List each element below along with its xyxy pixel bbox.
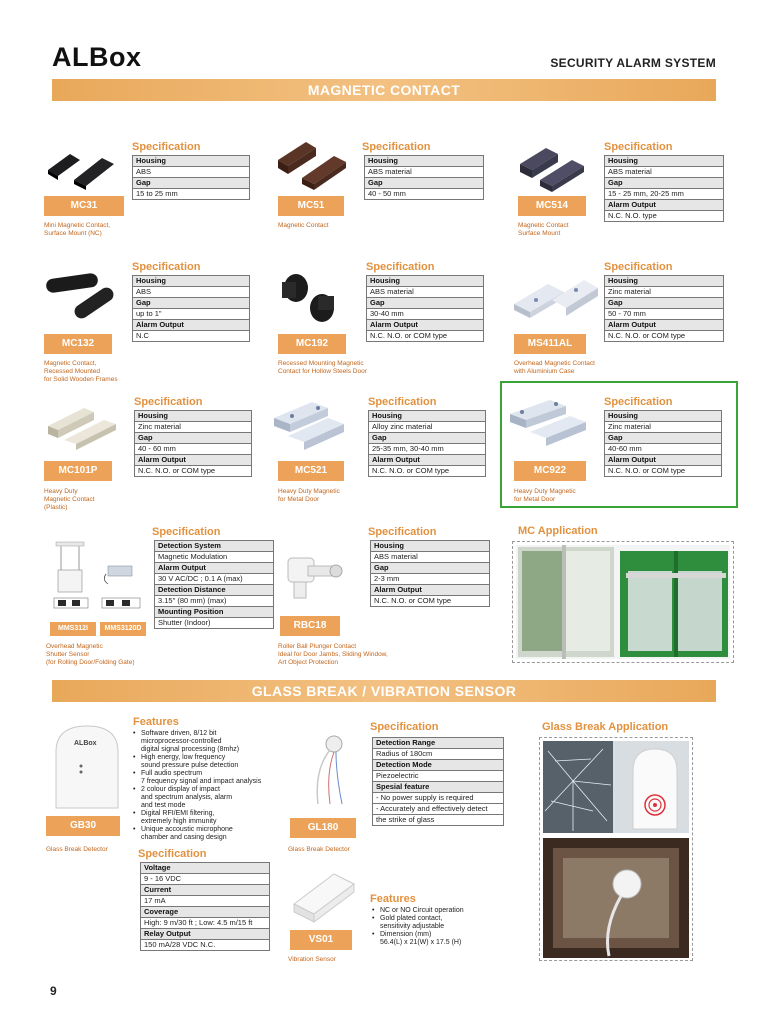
spec-value: ABS material (365, 167, 484, 178)
gb30-features-list (133, 730, 283, 842)
mc922-spec-table (604, 410, 722, 477)
spec-value: - No power supply is required (373, 793, 504, 804)
spec-label: Alarm Output (135, 455, 252, 466)
spec-value: N.C (133, 331, 250, 342)
banner-magnetic-contact: MAGNETIC CONTACT (52, 79, 716, 101)
spec-label: Gap (365, 178, 484, 189)
mc514-photo (518, 130, 598, 192)
spec-label: Housing (135, 411, 252, 422)
spec-label: Alarm Output (155, 563, 274, 574)
spec-label: Gap (605, 178, 724, 189)
spec-label: Housing (371, 541, 490, 552)
mc514-spec-title: Specification (604, 141, 673, 153)
mc132-spec-title: Specification (132, 261, 201, 273)
mc521-spec-title: Specification (368, 396, 437, 408)
spec-value: Zinc material (135, 422, 252, 433)
mc51-tag: MC51 (278, 196, 344, 216)
banner-glass-break: GLASS BREAK / VIBRATION SENSOR (52, 680, 716, 702)
gb30-device-label: ALBox (74, 740, 97, 747)
mms3120d-tag: MMS3120D (100, 622, 146, 636)
spec-value: 30-40 mm (367, 309, 484, 320)
spec-label: Alarm Output (369, 455, 486, 466)
gb30-feature: • High energy, low frequency sound pressure pulse detection (133, 754, 283, 770)
gl180-caption: Glass Break Detector (288, 846, 350, 853)
mc132-caption: Magnetic Contact, Recessed Mounted for Solid Wooden Frames (44, 360, 118, 383)
gb30-feature: • Unique accoustic microphone chamber and casing design (133, 826, 283, 842)
mc51-caption: Magnetic Contact (278, 222, 329, 229)
spec-value: Zinc material (605, 287, 724, 298)
spec-label: Housing (369, 411, 486, 422)
gb30-tag: GB30 (46, 816, 120, 836)
gb30-features-title: Features (133, 716, 179, 728)
rbc18-spec-title: Specification (368, 526, 437, 538)
mc-application-photo (516, 545, 730, 659)
ms411al-tag: MS411AL (514, 334, 586, 354)
mc192-caption: Recessed Mounting Magnetic Contact for Hollow Steels Door (278, 360, 367, 375)
glass-application-photo-1 (543, 741, 689, 833)
spec-value: N.C. N.O. type (605, 211, 724, 222)
spec-label: Current (141, 885, 270, 896)
gl180-photo (296, 734, 356, 806)
rbc18-tag: RBC18 (280, 616, 340, 636)
mc192-photo (278, 266, 348, 328)
spec-label: Housing (605, 276, 724, 287)
vs01-features-list (372, 907, 502, 947)
mc31-spec-table (132, 155, 250, 200)
gb30-feature: • Digital RFI/EMI filtering, extremely high immunity (133, 810, 283, 826)
spec-label: Mounting Position (155, 607, 274, 618)
spec-label: Gap (133, 178, 250, 189)
spec-label: Gap (367, 298, 484, 309)
spec-label: Coverage (141, 907, 270, 918)
mc51-photo (276, 126, 356, 192)
spec-label: Housing (133, 276, 250, 287)
mc-application-title: MC Application (518, 525, 598, 537)
mc31-caption: Mini Magnetic Contact, Surface Mount (NC) (44, 222, 111, 237)
spec-label: Detection Range (373, 738, 504, 749)
mms-photo (50, 540, 146, 620)
spec-value: 40 - 60 mm (135, 444, 252, 455)
spec-value: N.C. N.O. or COM type (371, 596, 490, 607)
vs01-feature: • NC or NO Circuit operation (372, 907, 502, 915)
mms-spec-table (154, 540, 274, 629)
mms-spec-title: Specification (152, 526, 221, 538)
mc101p-caption: Heavy Duty Magnetic Contact (Plastic) (44, 488, 95, 511)
spec-label: Alarm Output (605, 200, 724, 211)
spec-value: 40 - 50 mm (365, 189, 484, 200)
spec-label: Gap (605, 433, 722, 444)
mc51-spec-title: Specification (362, 141, 431, 153)
spec-label: Housing (133, 156, 250, 167)
mc521-photo (272, 396, 360, 452)
vs01-feature: • Gold plated contact, sensitivity adjustable (372, 915, 502, 931)
mc101p-tag: MC101P (44, 461, 112, 481)
spec-label: Alarm Output (371, 585, 490, 596)
spec-value: 40-60 mm (605, 444, 722, 455)
logo: ALBox (52, 42, 142, 72)
mc521-tag: MC521 (278, 461, 344, 481)
mms-caption: Overhead Magnetic Shutter Sensor (for Rolling Door/Folding Gate) (46, 643, 135, 666)
spec-value: 25-35 mm, 30-40 mm (369, 444, 486, 455)
spec-label: Housing (605, 156, 724, 167)
gb30-feature: • Full audio spectrum 7 frequency signal and impact analysis (133, 770, 283, 786)
rbc18-spec-table (370, 540, 490, 607)
ms411al-caption: Overhead Magnetic Contact with Aluminium Case (514, 360, 595, 375)
spec-value: ABS (133, 167, 250, 178)
vs01-tag: VS01 (290, 930, 352, 950)
spec-value: ABS (133, 287, 250, 298)
mc132-tag: MC132 (44, 334, 112, 354)
gl180-tag: GL180 (290, 818, 356, 838)
gl180-spec-title: Specification (370, 721, 439, 733)
rbc18-caption: Roller Ball Plunger Contact Ideal for Door Jambs, Sliding Window, Art Object Protection (278, 643, 388, 666)
spec-label: Alarm Output (367, 320, 484, 331)
spec-label: Gap (371, 563, 490, 574)
vs01-caption: Vibration Sensor (288, 956, 336, 963)
gl180-spec-table (372, 737, 504, 826)
spec-label: Housing (365, 156, 484, 167)
spec-value: N.C. N.O. or COM type (605, 331, 724, 342)
spec-value: 150 mA/28 VDC N.C. (141, 940, 270, 951)
spec-value: the strike of glass (373, 815, 504, 826)
spec-label: Housing (367, 276, 484, 287)
mc192-spec-table (366, 275, 484, 342)
mc514-tag: MC514 (518, 196, 586, 216)
spec-label: Detection Distance (155, 585, 274, 596)
spec-value: N.C. N.O. or COM type (369, 466, 486, 477)
spec-label: Alarm Output (133, 320, 250, 331)
spec-label: Gap (369, 433, 486, 444)
mms312i-tag: MMS312I (50, 622, 96, 636)
spec-value: Radius of 180cm (373, 749, 504, 760)
vs01-feature: • Dimension (mm) 56.4(L) x 21(W) x 17.5 (H) (372, 931, 502, 947)
spec-value: N.C. N.O. or COM type (605, 466, 722, 477)
page-subtitle: SECURITY ALARM SYSTEM (550, 56, 716, 70)
vs01-features-title: Features (370, 893, 416, 905)
spec-value: 15 to 25 mm (133, 189, 250, 200)
mc31-tag: MC31 (44, 196, 124, 216)
spec-value: ABS material (367, 287, 484, 298)
gb30-feature: • 2 colour display of impact and spectrum analysis, alarm and test mode (133, 786, 283, 810)
mc51-spec-table (364, 155, 484, 200)
spec-value: N.C. N.O. or COM type (135, 466, 252, 477)
mc31-photo (44, 130, 124, 192)
spec-label: Alarm Output (605, 320, 724, 331)
spec-value: 3.15" (80 mm) (max) (155, 596, 274, 607)
spec-value: 9 - 16 VDC (141, 874, 270, 885)
spec-label: Gap (133, 298, 250, 309)
spec-value: Magnetic Modulation (155, 552, 274, 563)
spec-value: Piezoelectric (373, 771, 504, 782)
spec-value: up to 1" (133, 309, 250, 320)
vs01-photo (290, 868, 360, 928)
spec-value: 17 mA (141, 896, 270, 907)
gb30-spec-table (140, 862, 270, 951)
ms411al-spec-table (604, 275, 724, 342)
spec-value: Zinc material (605, 422, 722, 433)
mc521-caption: Heavy Duty Magnetic for Metal Door (278, 488, 340, 503)
page-number: 9 (50, 984, 57, 998)
gb30-photo (48, 722, 126, 812)
mc922-spec-title: Specification (604, 396, 673, 408)
spec-label: Voltage (141, 863, 270, 874)
spec-value: 2-3 mm (371, 574, 490, 585)
spec-value: 15 - 25 mm, 20-25 mm (605, 189, 724, 200)
mc514-spec-table (604, 155, 724, 222)
spec-value: ABS material (371, 552, 490, 563)
spec-value: 50 - 70 mm (605, 309, 724, 320)
spec-value: ABS material (605, 167, 724, 178)
mc521-spec-table (368, 410, 486, 477)
mc192-tag: MC192 (278, 334, 346, 354)
gb30-feature: • Software driven, 8/12 bit microprocessor-controlled digital signal processing (8mhz) (133, 730, 283, 754)
spec-label: Relay Output (141, 929, 270, 940)
mc132-photo (44, 266, 124, 322)
spec-label: Gap (135, 433, 252, 444)
ms411al-photo (512, 270, 600, 330)
spec-label: Alarm Output (605, 455, 722, 466)
mc31-spec-title: Specification (132, 141, 201, 153)
spec-value: - Accurately and effectively detect (373, 804, 504, 815)
mc514-caption: Magnetic Contact Surface Mount (518, 222, 569, 237)
mc132-spec-table (132, 275, 250, 342)
gb30-caption: Glass Break Detector (46, 846, 108, 853)
ms411al-spec-title: Specification (604, 261, 673, 273)
mc101p-spec-title: Specification (134, 396, 203, 408)
spec-label: Detection Mode (373, 760, 504, 771)
glass-application-photo-2 (543, 838, 689, 958)
spec-value: High: 9 m/30 ft ; Low: 4.5 m/15 ft (141, 918, 270, 929)
spec-label: Housing (605, 411, 722, 422)
spec-label: Gap (605, 298, 724, 309)
mc922-caption: Heavy Duty Magnetic for Metal Door (514, 488, 576, 503)
mc922-tag: MC922 (514, 461, 586, 481)
rbc18-photo (280, 550, 346, 608)
spec-value: Alloy zinc material (369, 422, 486, 433)
spec-value: N.C. N.O. or COM type (367, 331, 484, 342)
spec-value: Shutter (Indoor) (155, 618, 274, 629)
mc922-photo (508, 394, 598, 446)
mc101p-photo (44, 400, 124, 450)
glass-application-title: Glass Break Application (542, 721, 669, 733)
mc101p-spec-table (134, 410, 252, 477)
spec-value: 30 V AC/DC ; 0.1 A (max) (155, 574, 274, 585)
spec-label: Detection System (155, 541, 274, 552)
gb30-spec-title: Specification (138, 848, 207, 860)
spec-label: Spesial feature (373, 782, 504, 793)
mc192-spec-title: Specification (366, 261, 435, 273)
